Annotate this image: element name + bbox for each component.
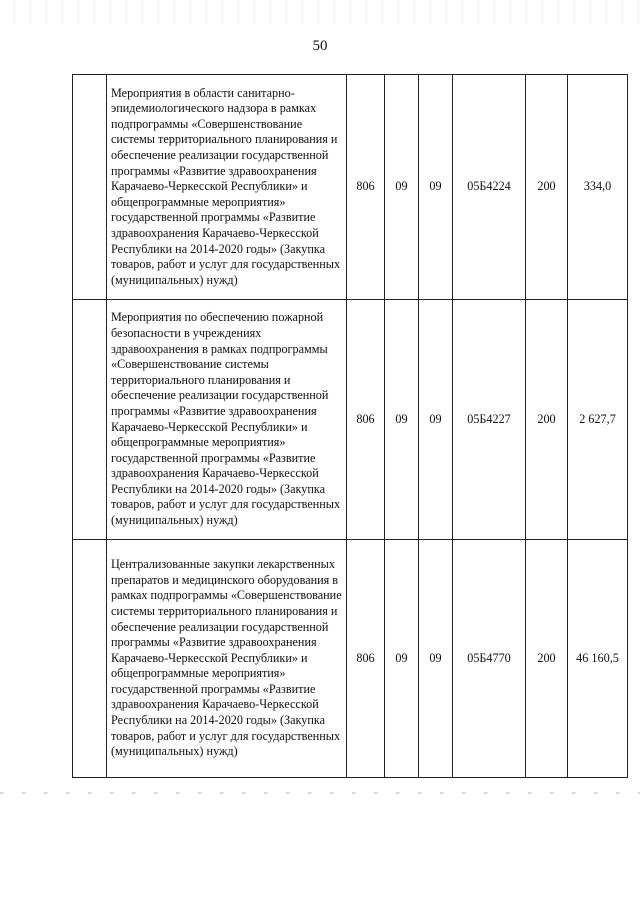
section-code-cell: 09: [385, 300, 419, 540]
ministry-code-cell: 806: [347, 300, 385, 540]
expense-type-cell: 200: [526, 540, 568, 778]
expense-name-cell: Централизованные закупки лекарственных препаратов и медицинского оборудования в рамках подпрограммы «Совершенствование системы территориального планирования и обеспечение реализации государственной программы «Развитие здравоохранения Карачаево-Черкесской Республики» и общепрограммные мероприятия» государственной программы «Развитие здравоохранения Карачаево-Черкесской Республики на 2014-2020 годы» (Закупка товаров, работ и услуг для государственных (муниципальных) нужд): [107, 540, 347, 778]
expense-name-cell: Мероприятия по обеспечению пожарной безопасности в учреждениях здравоохранения в рамках подпрограммы «Совершенствование системы территориального планирования и обеспечение реализации государственной программы «Развитие здравоохранения Карачаево-Черкесской Республики» и общепрограммные мероприятия» государственной программы «Развитие здравоохранения Карачаево-Черкесской Республики на 2014-2020 годы» (Закупка товаров, работ и услуг для государственных (муниципальных) нужд): [107, 300, 347, 540]
table-row: [73, 540, 628, 778]
subsection-code-cell: 09: [419, 540, 453, 778]
expense-name-cell: Мероприятия в области санитарно-эпидемиологического надзора в рамках подпрограммы «Совершенствование системы территориального планирования и обеспечение реализации государственной программы «Развитие здравоохранения Карачаево-Черкесской Республики» и общепрограммные мероприятия» государственной программы «Развитие здравоохранения Карачаево-Черкесской Республики на 2014-2020 годы» (Закупка товаров, работ и услуг для государственных (муниципальных) нужд): [107, 75, 347, 300]
table-row: [73, 75, 628, 300]
amount-cell: 334,0: [568, 75, 628, 300]
target-article-cell: 05Б4224: [453, 75, 526, 300]
scan-artifact-top: [0, 0, 640, 24]
expense-type-cell: 200: [526, 300, 568, 540]
page-number: 50: [312, 38, 328, 54]
scan-artifact-bottom: [0, 792, 640, 794]
target-article-cell: 05Б4227: [453, 300, 526, 540]
subsection-code-cell: 09: [419, 75, 453, 300]
table-row: [73, 300, 628, 540]
blank-cell: [73, 540, 107, 778]
blank-cell: [73, 300, 107, 540]
section-code-cell: 09: [385, 75, 419, 300]
subsection-code-cell: 09: [419, 300, 453, 540]
amount-cell: 2 627,7: [568, 300, 628, 540]
amount-cell: 46 160,5: [568, 540, 628, 778]
section-code-cell: 09: [385, 540, 419, 778]
target-article-cell: 05Б4770: [453, 540, 526, 778]
ministry-code-cell: 806: [347, 540, 385, 778]
blank-cell: [73, 75, 107, 300]
budget-table: [72, 74, 628, 778]
ministry-code-cell: 806: [347, 75, 385, 300]
expense-type-cell: 200: [526, 75, 568, 300]
